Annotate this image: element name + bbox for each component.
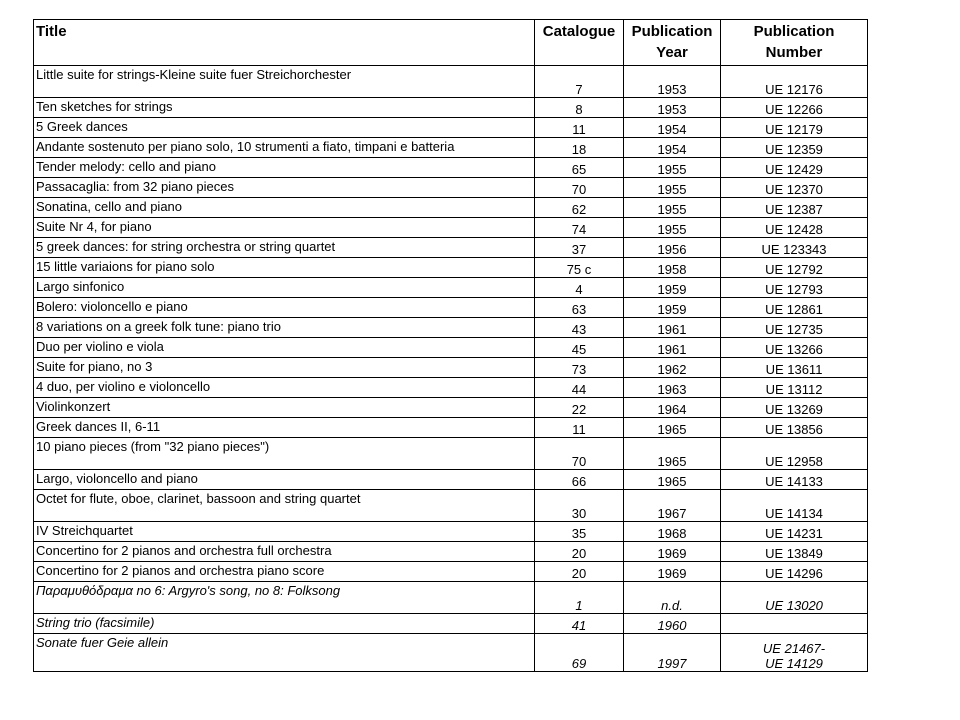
cell-publication-number: UE 12266 <box>721 98 868 118</box>
cell-catalogue: 65 <box>535 158 624 178</box>
cell-catalogue: 7 <box>535 66 624 98</box>
table-row <box>34 378 868 398</box>
table-row <box>34 218 868 238</box>
cell-publication-number: UE 13856 <box>721 418 868 438</box>
table-row <box>34 318 868 338</box>
table-row <box>34 582 868 614</box>
cell-title: 15 little variaions for piano solo <box>34 258 535 278</box>
header-title: Title <box>34 20 535 66</box>
header-catalogue: Catalogue <box>535 20 624 66</box>
cell-title: Passacaglia: from 32 piano pieces <box>34 178 535 198</box>
table-row <box>34 562 868 582</box>
cell-title: Suite Nr 4, for piano <box>34 218 535 238</box>
cell-title: 5 greek dances: for string orchestra or string quartet <box>34 238 535 258</box>
cell-publication-year: 1958 <box>624 258 721 278</box>
cell-publication-year: 1963 <box>624 378 721 398</box>
cell-catalogue: 44 <box>535 378 624 398</box>
table-row <box>34 278 868 298</box>
cell-publication-year: 1955 <box>624 198 721 218</box>
cell-title: Violinkonzert <box>34 398 535 418</box>
cell-catalogue: 20 <box>535 562 624 582</box>
table-row <box>34 138 868 158</box>
cell-catalogue: 73 <box>535 358 624 378</box>
header-year-line1: Publication <box>631 23 713 40</box>
cell-title: Andante sostenuto per piano solo, 10 strumenti a fiato, timpani e batteria <box>34 138 535 158</box>
cell-title: IV Streichquartet <box>34 522 535 542</box>
cell-title: String trio (facsimile) <box>34 614 535 634</box>
cell-catalogue: 11 <box>535 418 624 438</box>
table-row <box>34 258 868 278</box>
table-row <box>34 198 868 218</box>
cell-publication-number: UE 12179 <box>721 118 868 138</box>
cell-publication-number: UE 12359 <box>721 138 868 158</box>
cell-title: Little suite for strings-Kleine suite fuer Streichorchester <box>34 66 535 98</box>
cell-title: Duo per violino e viola <box>34 338 535 358</box>
header-year-line2: Year <box>656 44 688 61</box>
cell-publication-number: UE 12387 <box>721 198 868 218</box>
cell-title: Sonate fuer Geie allein <box>34 634 535 672</box>
cell-catalogue: 43 <box>535 318 624 338</box>
cell-title: 5 Greek dances <box>34 118 535 138</box>
cell-publication-number: UE 12861 <box>721 298 868 318</box>
cell-catalogue: 74 <box>535 218 624 238</box>
cell-publication-number: UE 21467- UE 14129 <box>721 634 868 672</box>
table-row <box>34 338 868 358</box>
table-row <box>34 398 868 418</box>
cell-catalogue: 66 <box>535 470 624 490</box>
header-number-line2: Number <box>765 44 823 61</box>
cell-publication-number: UE 14296 <box>721 562 868 582</box>
cell-catalogue: 18 <box>535 138 624 158</box>
cell-catalogue: 20 <box>535 542 624 562</box>
table-row <box>34 522 868 542</box>
table-row <box>34 542 868 562</box>
cell-publication-year: 1965 <box>624 438 721 470</box>
cell-catalogue: 37 <box>535 238 624 258</box>
cell-publication-year: 1955 <box>624 218 721 238</box>
cell-publication-year: n.d. <box>624 582 721 614</box>
cell-publication-year: 1965 <box>624 418 721 438</box>
cell-title: Largo, violoncello and piano <box>34 470 535 490</box>
table-row <box>34 158 868 178</box>
cell-catalogue: 69 <box>535 634 624 672</box>
cell-publication-year: 1969 <box>624 542 721 562</box>
cell-title: Concertino for 2 pianos and orchestra piano score <box>34 562 535 582</box>
cell-publication-number: UE 13266 <box>721 338 868 358</box>
cell-catalogue: 35 <box>535 522 624 542</box>
table-row <box>34 98 868 118</box>
table-row <box>34 238 868 258</box>
cell-publication-year: 1954 <box>624 138 721 158</box>
table-row <box>34 358 868 378</box>
cell-catalogue: 1 <box>535 582 624 614</box>
cell-catalogue: 30 <box>535 490 624 522</box>
cell-title: Concertino for 2 pianos and orchestra full orchestra <box>34 542 535 562</box>
cell-publication-number: UE 14134 <box>721 490 868 522</box>
cell-title: 4 duo, per violino e violoncello <box>34 378 535 398</box>
cell-publication-year: 1964 <box>624 398 721 418</box>
cell-publication-year: 1953 <box>624 98 721 118</box>
cell-catalogue: 45 <box>535 338 624 358</box>
cell-publication-number: UE 12370 <box>721 178 868 198</box>
table-row <box>34 470 868 490</box>
table-row <box>34 118 868 138</box>
publication-table-sheet <box>33 19 867 672</box>
cell-publication-number: UE 13849 <box>721 542 868 562</box>
cell-catalogue: 11 <box>535 118 624 138</box>
cell-title: Sonatina, cello and piano <box>34 198 535 218</box>
cell-publication-number: UE 13269 <box>721 398 868 418</box>
table-row <box>34 490 868 522</box>
table-header-row <box>34 20 868 66</box>
publication-table <box>33 19 868 672</box>
cell-publication-number: UE 12958 <box>721 438 868 470</box>
cell-publication-year: 1960 <box>624 614 721 634</box>
cell-catalogue: 75 c <box>535 258 624 278</box>
cell-publication-year: 1965 <box>624 470 721 490</box>
cell-catalogue: 70 <box>535 438 624 470</box>
cell-title: Octet for flute, oboe, clarinet, bassoon and string quartet <box>34 490 535 522</box>
table-body <box>34 66 868 672</box>
cell-publication-number: UE 13020 <box>721 582 868 614</box>
cell-publication-year: 1969 <box>624 562 721 582</box>
cell-catalogue: 70 <box>535 178 624 198</box>
cell-publication-number: UE 123343 <box>721 238 868 258</box>
cell-publication-year: 1959 <box>624 278 721 298</box>
table-row <box>34 634 868 672</box>
table-row <box>34 614 868 634</box>
cell-publication-year: 1954 <box>624 118 721 138</box>
cell-publication-number: UE 13112 <box>721 378 868 398</box>
cell-publication-number: UE 12176 <box>721 66 868 98</box>
cell-title: Suite for piano, no 3 <box>34 358 535 378</box>
cell-publication-year: 1962 <box>624 358 721 378</box>
cell-title: Ten sketches for strings <box>34 98 535 118</box>
cell-publication-year: 1961 <box>624 318 721 338</box>
cell-publication-year: 1955 <box>624 158 721 178</box>
cell-publication-year: 1967 <box>624 490 721 522</box>
cell-title: 8 variations on a greek folk tune: piano trio <box>34 318 535 338</box>
cell-publication-year: 1953 <box>624 66 721 98</box>
header-publication-year <box>624 20 721 66</box>
cell-title: Greek dances II, 6-11 <box>34 418 535 438</box>
cell-publication-number: UE 14231 <box>721 522 868 542</box>
cell-title: Largo sinfonico <box>34 278 535 298</box>
header-number-line1: Publication <box>753 23 835 40</box>
cell-publication-number: UE 12792 <box>721 258 868 278</box>
table-row <box>34 178 868 198</box>
cell-catalogue: 8 <box>535 98 624 118</box>
cell-catalogue: 22 <box>535 398 624 418</box>
cell-title: Παραμυθόδραμα no 6: Argyro's song, no 8: Folksong <box>34 582 535 614</box>
table-row <box>34 438 868 470</box>
cell-title: Tender melody: cello and piano <box>34 158 535 178</box>
cell-publication-year: 1997 <box>624 634 721 672</box>
cell-title: 10 piano pieces (from "32 piano pieces") <box>34 438 535 470</box>
table-row <box>34 298 868 318</box>
cell-title: Bolero: violoncello e piano <box>34 298 535 318</box>
cell-publication-number: UE 12793 <box>721 278 868 298</box>
cell-publication-number: UE 12735 <box>721 318 868 338</box>
cell-publication-number <box>721 614 868 634</box>
cell-publication-year: 1955 <box>624 178 721 198</box>
cell-catalogue: 62 <box>535 198 624 218</box>
cell-catalogue: 4 <box>535 278 624 298</box>
cell-publication-year: 1956 <box>624 238 721 258</box>
cell-publication-year: 1968 <box>624 522 721 542</box>
cell-publication-number: UE 12428 <box>721 218 868 238</box>
cell-publication-year: 1961 <box>624 338 721 358</box>
cell-catalogue: 41 <box>535 614 624 634</box>
cell-catalogue: 63 <box>535 298 624 318</box>
header-publication-number <box>721 20 868 66</box>
table-row <box>34 418 868 438</box>
table-row <box>34 66 868 98</box>
cell-publication-number: UE 14133 <box>721 470 868 490</box>
cell-publication-number: UE 13611 <box>721 358 868 378</box>
cell-publication-number: UE 12429 <box>721 158 868 178</box>
cell-publication-year: 1959 <box>624 298 721 318</box>
